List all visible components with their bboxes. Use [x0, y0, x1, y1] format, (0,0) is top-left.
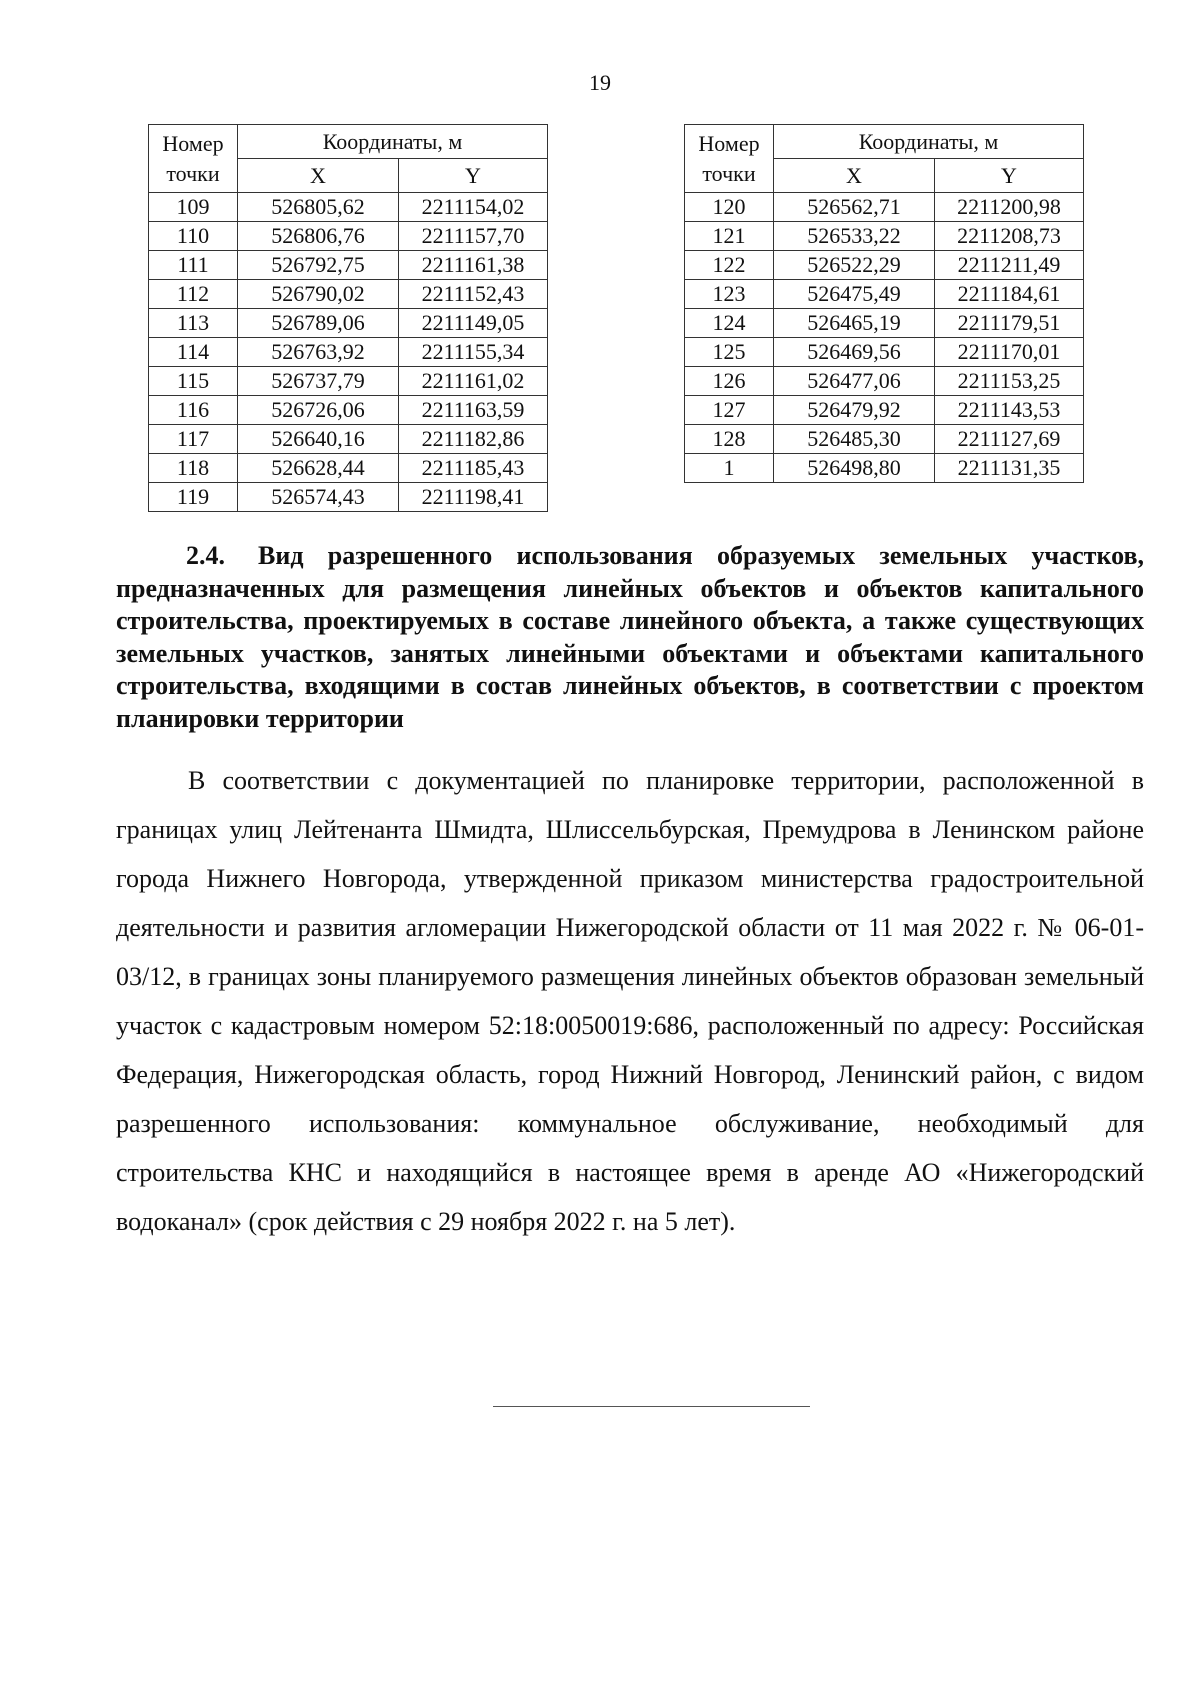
table-row [685, 425, 1084, 454]
y-coordinate-cell: 2211184,61 [935, 280, 1084, 309]
x-coordinate-cell: 526737,79 [238, 367, 399, 396]
table-row [149, 425, 548, 454]
x-coordinate-cell: 526806,76 [238, 222, 399, 251]
table-row [685, 309, 1084, 338]
header-y: Y [935, 159, 1084, 193]
point-number-cell: 121 [685, 222, 774, 251]
x-coordinate-cell: 526805,62 [238, 193, 399, 222]
section-number: 2.4. [186, 541, 225, 570]
body-paragraph: В соответствии с документацией по планировке территории, расположенной в границах улиц Лейтенанта Шмидта, Шлиссельбурская, Премудрова в Ленинском районе города Нижнего Новгорода, утвержденной приказом министерства градостроительной деятельности и развития агломерации Нижегородской области от 11 мая 2022 г. № 06-01-03/12, в границах зоны планируемого размещения линейных объектов образован земельный участок с кадастровым номером 52:18:0050019:686, расположенный по адресу: Российская Федерация, Нижегородская область, город Нижний Новгород, Ленинский район, с видом разрешенного использования: коммунальное обслуживание, необходимый для строительства КНС и находящийся в настоящее время в аренде АО «Нижегородский водоканал» (срок действия с 29 ноября 2022 г. на 5 лет). [116, 766, 1144, 1236]
point-number-cell: 119 [149, 483, 238, 512]
table-row [685, 338, 1084, 367]
point-number-cell: 1 [685, 454, 774, 483]
x-coordinate-cell: 526792,75 [238, 251, 399, 280]
y-coordinate-cell: 2211200,98 [935, 193, 1084, 222]
header-x: X [774, 159, 935, 193]
x-coordinate-cell: 526477,06 [774, 367, 935, 396]
table-row [149, 193, 548, 222]
page-number: 19 [589, 70, 611, 95]
section-title: Вид разрешенного использования образуемых земельных участков, предназначенных для размещения линейных объектов и объектов капитального строительства, проектируемых в составе линейного объекта, а также существующих земельных участков, занятых линейными объектами и объектами капитального строительства, входящими в состав линейных объектов, в соответствии с проектом планировки территории [116, 541, 1144, 733]
point-number-cell: 120 [685, 193, 774, 222]
header-point-number: Номер точки [685, 125, 774, 193]
point-number-cell: 122 [685, 251, 774, 280]
table-row [685, 222, 1084, 251]
table-row [685, 280, 1084, 309]
y-coordinate-cell: 2211179,51 [935, 309, 1084, 338]
point-number-cell: 125 [685, 338, 774, 367]
x-coordinate-cell: 526485,30 [774, 425, 935, 454]
y-coordinate-cell: 2211143,53 [935, 396, 1084, 425]
coordinates-table-right [684, 124, 1084, 483]
coordinates-rows-left [149, 193, 548, 512]
table-row [149, 396, 548, 425]
point-number-cell: 109 [149, 193, 238, 222]
table-row [685, 367, 1084, 396]
point-number-cell: 110 [149, 222, 238, 251]
y-coordinate-cell: 2211157,70 [399, 222, 548, 251]
table-row [149, 251, 548, 280]
header-coordinates: Координаты, м [774, 125, 1084, 159]
point-number-cell: 115 [149, 367, 238, 396]
point-number-cell: 118 [149, 454, 238, 483]
point-number-cell: 112 [149, 280, 238, 309]
table-row [149, 454, 548, 483]
x-coordinate-cell: 526763,92 [238, 338, 399, 367]
table-row [685, 396, 1084, 425]
x-coordinate-cell: 526562,71 [774, 193, 935, 222]
x-coordinate-cell: 526475,49 [774, 280, 935, 309]
y-coordinate-cell: 2211131,35 [935, 454, 1084, 483]
x-coordinate-cell: 526789,06 [238, 309, 399, 338]
y-coordinate-cell: 2211155,34 [399, 338, 548, 367]
x-coordinate-cell: 526533,22 [774, 222, 935, 251]
point-number-cell: 128 [685, 425, 774, 454]
x-coordinate-cell: 526469,56 [774, 338, 935, 367]
y-coordinate-cell: 2211182,86 [399, 425, 548, 454]
x-coordinate-cell: 526574,43 [238, 483, 399, 512]
point-number-cell: 116 [149, 396, 238, 425]
x-coordinate-cell: 526479,92 [774, 396, 935, 425]
x-coordinate-cell: 526628,44 [238, 454, 399, 483]
footer-divider [493, 1406, 810, 1407]
header-point-number: Номер точки [149, 125, 238, 193]
y-coordinate-cell: 2211153,25 [935, 367, 1084, 396]
table-row [149, 222, 548, 251]
y-coordinate-cell: 2211152,43 [399, 280, 548, 309]
header-coordinates: Координаты, м [238, 125, 548, 159]
y-coordinate-cell: 2211154,02 [399, 193, 548, 222]
table-row [149, 309, 548, 338]
y-coordinate-cell: 2211211,49 [935, 251, 1084, 280]
y-coordinate-cell: 2211161,02 [399, 367, 548, 396]
table-row [149, 367, 548, 396]
table-row [149, 483, 548, 512]
header-x: X [238, 159, 399, 193]
point-number-cell: 123 [685, 280, 774, 309]
x-coordinate-cell: 526726,06 [238, 396, 399, 425]
y-coordinate-cell: 2211208,73 [935, 222, 1084, 251]
y-coordinate-cell: 2211198,41 [399, 483, 548, 512]
y-coordinate-cell: 2211149,05 [399, 309, 548, 338]
y-coordinate-cell: 2211185,43 [399, 454, 548, 483]
x-coordinate-cell: 526640,16 [238, 425, 399, 454]
coordinates-rows-right [685, 193, 1084, 483]
point-number-cell: 113 [149, 309, 238, 338]
point-number-cell: 127 [685, 396, 774, 425]
y-coordinate-cell: 2211163,59 [399, 396, 548, 425]
section-heading [116, 540, 1144, 735]
point-number-cell: 124 [685, 309, 774, 338]
x-coordinate-cell: 526465,19 [774, 309, 935, 338]
table-row [685, 251, 1084, 280]
y-coordinate-cell: 2211127,69 [935, 425, 1084, 454]
y-coordinate-cell: 2211161,38 [399, 251, 548, 280]
table-row [149, 280, 548, 309]
point-number-cell: 126 [685, 367, 774, 396]
table-row [149, 338, 548, 367]
x-coordinate-cell: 526790,02 [238, 280, 399, 309]
x-coordinate-cell: 526498,80 [774, 454, 935, 483]
point-number-cell: 111 [149, 251, 238, 280]
table-row [685, 193, 1084, 222]
header-y: Y [399, 159, 548, 193]
point-number-cell: 114 [149, 338, 238, 367]
point-number-cell: 117 [149, 425, 238, 454]
coordinates-table-left [148, 124, 548, 512]
x-coordinate-cell: 526522,29 [774, 251, 935, 280]
y-coordinate-cell: 2211170,01 [935, 338, 1084, 367]
table-row [685, 454, 1084, 483]
